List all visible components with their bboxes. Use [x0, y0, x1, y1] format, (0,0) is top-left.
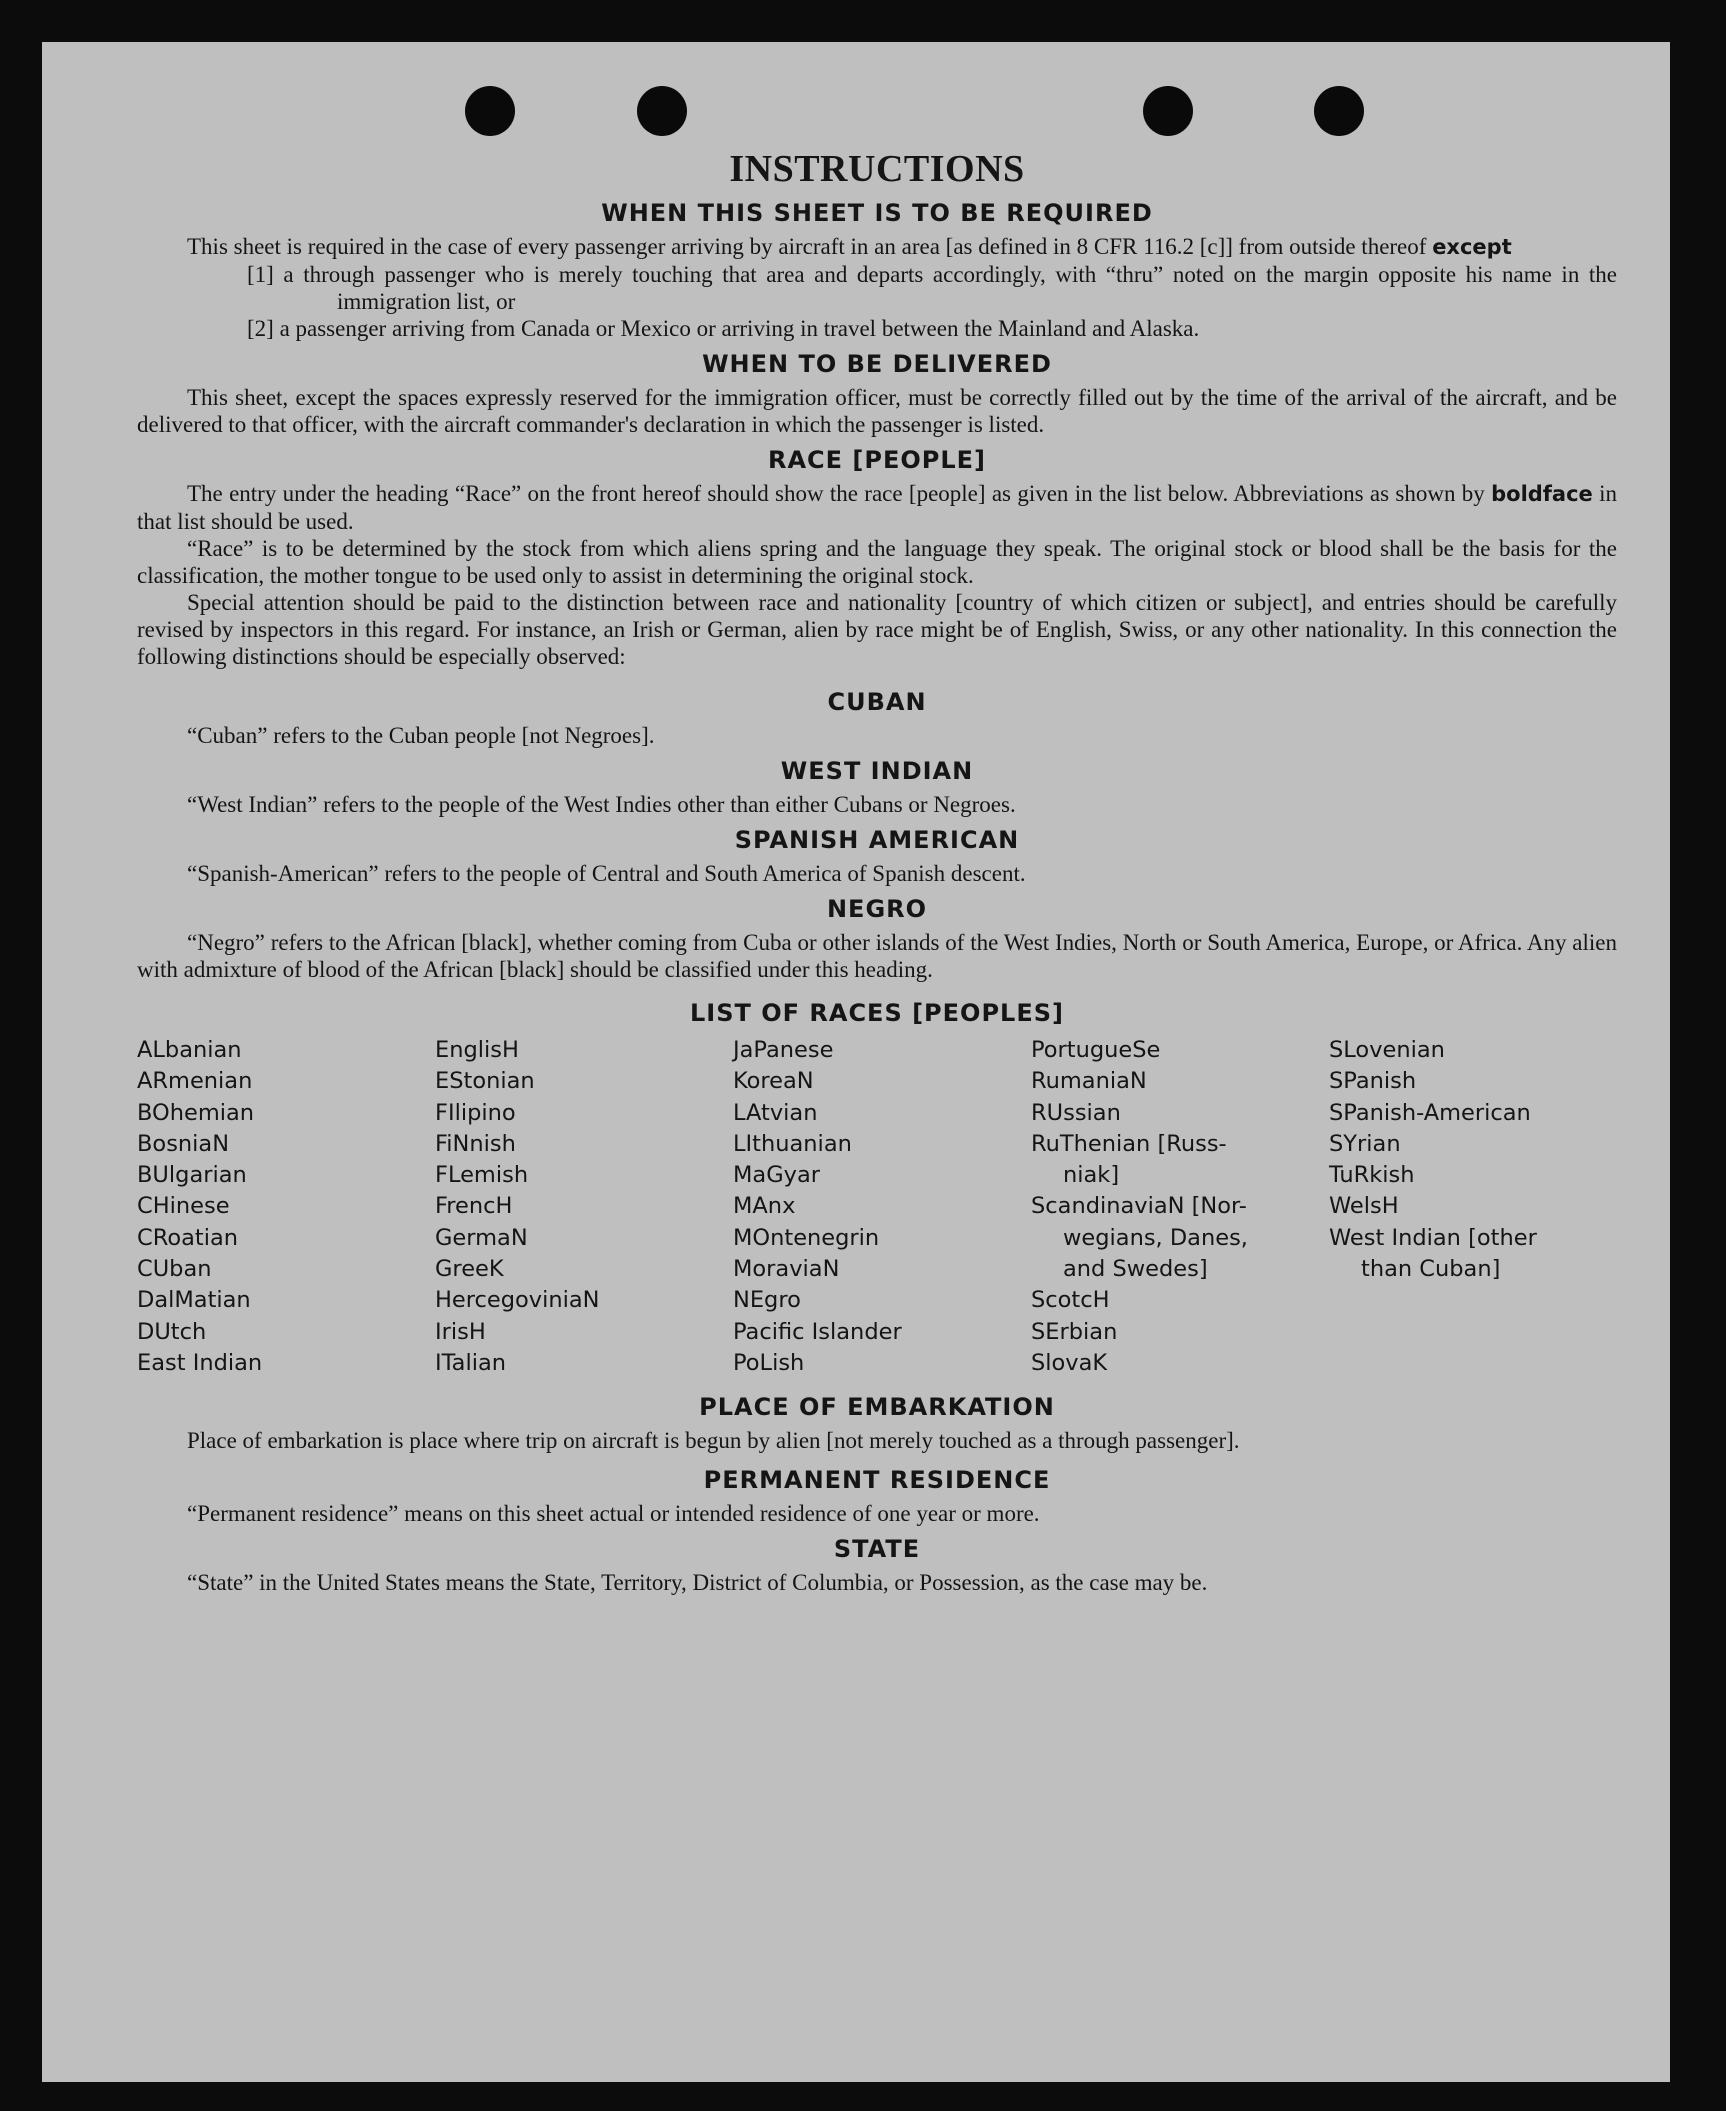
section-heading-state: STATE	[833, 1535, 921, 1564]
race-entry: GreeK	[435, 1256, 504, 1283]
race-entry: CUban	[137, 1256, 212, 1283]
race-entry: SErbian	[1031, 1318, 1118, 1345]
paragraph-race-stock: “Race” is to be determined by the stock from which aliens spring and the language they speak. The original stock or blood shall be the basis for the classification, the mother tongue to be used only to assist in determining the original stock.	[137, 536, 1617, 588]
section-heading-negro: NEGRO	[826, 895, 928, 923]
section-heading-permanent-residence: PERMANENT RESIDENCE	[703, 1466, 1051, 1495]
section-heading-race: RACE [PEOPLE]	[767, 446, 987, 474]
section-heading-cuban: CUBAN	[827, 688, 927, 716]
section-heading-embarkation: PLACE OF EMBARKATION	[699, 1393, 1055, 1422]
race-entry: FrencH	[435, 1193, 513, 1220]
race-entry: GermaN	[435, 1224, 528, 1251]
races-column	[1329, 1035, 1617, 1379]
paragraph-race-nationality: Special attention should be paid to the distinction between race and nationality [country of which citizen or subject], and entries should be carefully revised by inspectors in this regard. For instance, an Irish or German, alien by race might be of English, Swiss, or any other nationality. In this connection the following distinctions should be especially observed:	[137, 590, 1617, 669]
paragraph-negro: “Negro” refers to the African [black], whether coming from Cuba or other islands of the West Indies, North or South America, Europe, or Africa. Any alien with admixture of blood of the African [black] should be classified under this heading.	[137, 930, 1617, 982]
races-column	[137, 1035, 425, 1379]
race-entry: than Cuban]	[1361, 1256, 1501, 1283]
race-entry: JaPanese	[733, 1037, 834, 1063]
race-entry: FIlipino	[435, 1099, 516, 1126]
race-entry: IrisH	[435, 1318, 486, 1345]
races-column	[1031, 1035, 1319, 1379]
race-entry: RuThenian [Russ-	[1031, 1130, 1227, 1157]
race-entry: MAnx	[733, 1193, 796, 1220]
paragraph-permanent-residence: “Permanent residence” means on this sheet actual or intended residence of one year or more.	[187, 1501, 1040, 1527]
race-entry: SPanish	[1329, 1068, 1417, 1095]
paragraph-west-indian: “West Indian” refers to the people of the West Indies other than either Cubans or Negroes.	[187, 792, 1016, 817]
race-entry: BOhemian	[137, 1099, 255, 1126]
race-entry: and Swedes]	[1063, 1256, 1208, 1283]
race-entry: SlovaK	[1031, 1349, 1108, 1376]
exception-item-1: [1] a through passenger who is merely touching that area and departs accordingly, with “thru” noted on the margin opposite his name in the immigration list, or	[247, 262, 1617, 314]
section-heading-delivered: WHEN TO BE DELIVERED	[702, 350, 1052, 378]
paragraph-embarkation: Place of embarkation is place where trip on aircraft is begun by alien [not merely touched as a through passenger].	[187, 1428, 1240, 1454]
race-entry: MoraviaN	[733, 1256, 840, 1283]
race-entry: SLovenian	[1329, 1037, 1445, 1063]
race-entry: ARmenian	[137, 1068, 253, 1095]
races-column	[733, 1035, 1021, 1379]
race-entry: EnglisH	[435, 1037, 519, 1063]
document-title: INSTRUCTIONS	[729, 148, 1025, 190]
punch-hole	[637, 86, 687, 136]
race-entry: PortugueSe	[1031, 1037, 1161, 1063]
race-entry: BUlgarian	[137, 1162, 247, 1189]
race-entry: DalMatian	[137, 1287, 251, 1314]
document-sheet	[42, 42, 1670, 2082]
race-entry: BosniaN	[137, 1130, 230, 1157]
race-entry: KoreaN	[733, 1068, 814, 1095]
exception-item-2: [2] a passenger arriving from Canada or Mexico or arriving in travel between the Mainland and Alaska.	[247, 316, 1200, 341]
race-entry: FiNnish	[435, 1130, 516, 1157]
race-entry: ITalian	[435, 1349, 506, 1376]
race-entry: SPanish-American	[1329, 1099, 1531, 1126]
race-entry: EStonian	[435, 1068, 535, 1095]
race-entry: East Indian	[137, 1349, 263, 1376]
race-entry: MaGyar	[733, 1162, 820, 1189]
race-entry: RUssian	[1031, 1099, 1121, 1126]
section-heading-spanish-american: SPANISH AMERICAN	[734, 826, 1020, 854]
race-entry: FLemish	[435, 1162, 529, 1189]
race-entry: WelsH	[1329, 1193, 1399, 1220]
section-heading-required: WHEN THIS SHEET IS TO BE REQUIRED	[601, 199, 1153, 227]
punch-hole	[1314, 86, 1364, 136]
races-column	[435, 1035, 723, 1379]
race-entry: LIthuanian	[733, 1130, 852, 1157]
race-entry: CRoatian	[137, 1224, 239, 1251]
emphasis-boldface: boldface	[1491, 482, 1593, 506]
paragraph-required: This sheet is required in the case of every passenger arriving by aircraft in an area [as defined in 8 CFR 116.2 [c]] from outside thereof except	[187, 234, 1512, 259]
race-entry: ScotcH	[1031, 1287, 1110, 1314]
instructions-content	[137, 147, 1617, 1596]
section-heading-list-of-races: LIST OF RACES [PEOPLES]	[690, 999, 1064, 1027]
race-entry: wegians, Danes,	[1063, 1224, 1248, 1251]
race-entry: Pacific Islander	[733, 1318, 902, 1345]
race-entry: DUtch	[137, 1318, 207, 1345]
race-entry: niak]	[1063, 1162, 1120, 1189]
race-entry: West Indian [other	[1329, 1224, 1537, 1251]
paragraph-state: “State” in the United States means the State, Territory, District of Columbia, or Possession, as the case may be.	[187, 1570, 1208, 1596]
race-entry: LAtvian	[733, 1099, 818, 1126]
punch-hole	[465, 86, 515, 136]
punch-hole	[1143, 86, 1193, 136]
section-heading-west-indian: WEST INDIAN	[780, 757, 974, 785]
race-entry: HercegoviniaN	[435, 1287, 600, 1314]
race-entry: RumaniaN	[1031, 1068, 1147, 1095]
race-entry: ALbanian	[137, 1037, 242, 1063]
races-list	[137, 1035, 1617, 1379]
race-entry: ScandinaviaN [Nor-	[1031, 1193, 1247, 1220]
paragraph-cuban: “Cuban” refers to the Cuban people [not Negroes].	[187, 723, 655, 748]
race-entry: TuRkish	[1329, 1162, 1415, 1189]
paragraph-delivered: This sheet, except the spaces expressly reserved for the immigration officer, must be correctly filled out by the time of the arrival of the aircraft, and be delivered to that officer, with the aircraft commander's declaration in which the passenger is listed.	[137, 385, 1617, 437]
paragraph-race-entry: The entry under the heading “Race” on the front hereof should show the race [people] as given in the list below. Abbreviations as shown by boldface in that list should be used.	[137, 481, 1618, 534]
emphasis-except: except	[1432, 235, 1512, 259]
race-entry: CHinese	[137, 1193, 230, 1220]
race-entry: SYrian	[1329, 1130, 1401, 1157]
race-entry: NEgro	[733, 1287, 801, 1314]
race-entry: MOntenegrin	[733, 1224, 880, 1251]
race-entry: PoLish	[733, 1349, 805, 1376]
paragraph-spanish-american: “Spanish-American” refers to the people of Central and South America of Spanish descent.	[187, 861, 1026, 886]
